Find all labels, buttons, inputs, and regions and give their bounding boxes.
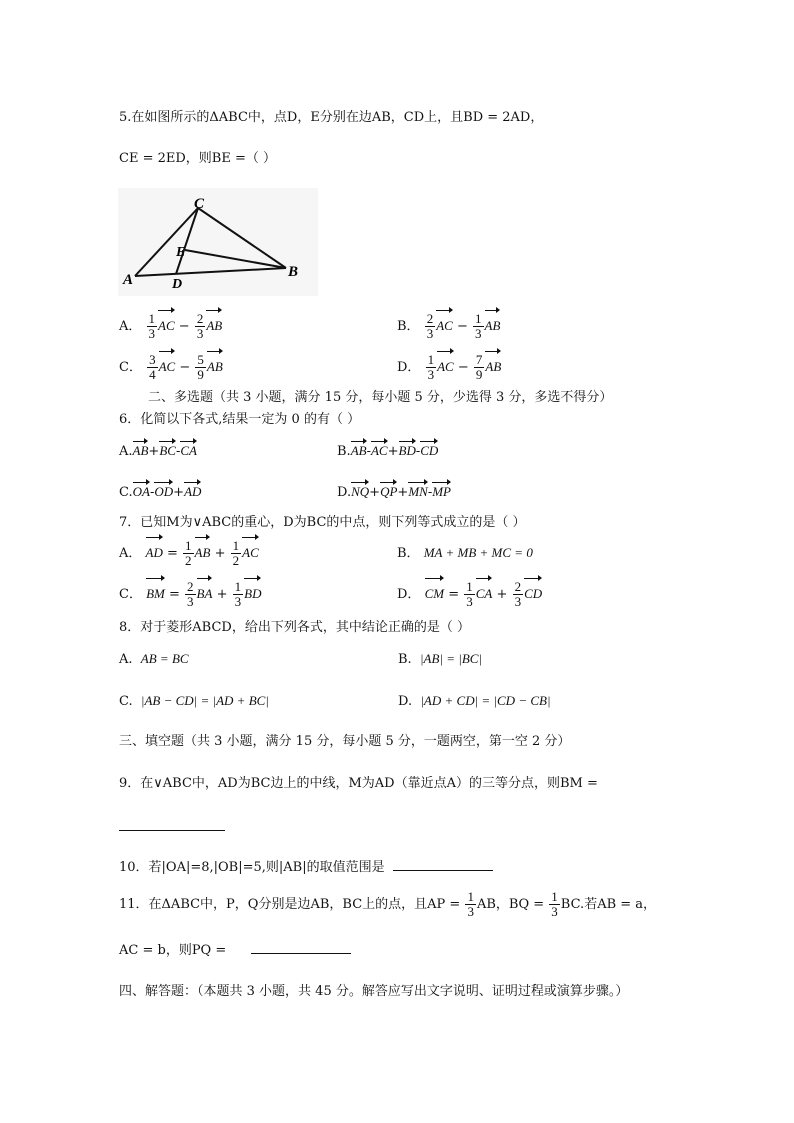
q7-option-c[interactable]: C． BM = $\frac{2}{3}$ BA + $\frac{1}{3}$ BD — [119, 579, 262, 609]
q7-option-d[interactable]: D． CM = $\frac{1}{3}$ CA + $\frac{2}{3}$ CD — [397, 579, 543, 609]
q5-stem-line1: 5.在如图所示的ΔABC中，点D，E分别在边AB，CD上，且BD = 2AD， — [119, 110, 544, 125]
q5-option-d[interactable]: D． $\frac{1}{3}$ AC − $\frac{7}{9}$ AB — [397, 352, 502, 382]
section-3-heading: 三、填空题（共 3 小题，满分 15 分，每小题 5 分，一题两空，第一空 2 分） — [119, 734, 571, 749]
q11-answer-blank[interactable] — [251, 941, 351, 954]
q5-option-b[interactable]: B． $\frac{2}{3}$ AC − $\frac{1}{3}$ AB — [397, 311, 501, 341]
q11-stem-line2: AC = b，则PQ = — [119, 941, 351, 959]
q6-stem: 6．化简以下各式,结果一定为 0 的有（ ） — [119, 412, 361, 427]
label-b: B — [288, 264, 299, 280]
q8-stem: 8．对于菱形ABCD，给出下列各式，其中结论正确的是（ ） — [119, 620, 470, 635]
section-2-heading: 二、多选题（共 3 小题，满分 15 分，每小题 5 分，少选得 3 分，多选不得分） — [148, 390, 613, 405]
q5-stem-line2: CE = 2ED，则BE =（ ） — [119, 151, 276, 166]
q5-option-c[interactable]: C． $\frac{3}{4}$ AC − $\frac{5}{9}$ AB — [119, 352, 223, 382]
q8-option-b[interactable]: B. |AB| = |BC| — [398, 651, 483, 667]
label-e: E — [176, 245, 186, 260]
q6-option-a[interactable]: A.AB+BC-CA — [119, 443, 197, 459]
q9-stem: 9．在∨ABC中，AD为BC边上的中线，M为AD（靠近点A）的三等分点，则BM = — [119, 776, 598, 791]
q10-answer-blank[interactable] — [393, 858, 493, 871]
label-d: D — [172, 277, 183, 292]
q8-option-c[interactable]: C. |AB − CD| = |AD + BC| — [119, 693, 269, 709]
q6-option-d[interactable]: D.NQ+QP+MN-MP — [337, 484, 451, 500]
section-4-heading: 四、解答题：（本题共 3 小题，共 45 分。解答应写出文字说明、证明过程或演算步骤。） — [119, 984, 629, 999]
q8-option-d[interactable]: D. |AD + CD| = |CD − CB| — [398, 693, 551, 709]
q6-option-c[interactable]: C.OA-OD+AD — [119, 484, 202, 500]
q5-option-a[interactable]: A． $\frac{1}{3}$ AC − $\frac{2}{3}$ AB — [119, 311, 223, 341]
triangle-figure — [118, 188, 318, 296]
q6-option-b[interactable]: B.AB-AC+BD-CD — [337, 443, 439, 459]
q7-option-a[interactable]: A． AD = $\frac{1}{2}$ AB + $\frac{1}{2}$ AC — [119, 538, 259, 568]
q11-stem-line1: 11．在ΔABC中，P，Q分别是边AB，BC上的点，且AP = $\frac{1}{3}$ AB，BQ = $\frac{1}{3}$ BC.若AB = a， — [119, 889, 657, 919]
q7-stem: 7．已知M为∨ABC的重心，D为BC的中点，则下列等式成立的是（ ） — [119, 515, 526, 530]
q10-stem: 10．若|OA|=8,|OB|=5,则|AB|的取值范围是 — [119, 858, 493, 876]
q9-answer-blank[interactable] — [119, 818, 225, 831]
label-c: C — [194, 196, 205, 212]
q7-option-b[interactable]: B． MA + MB + MC = 0 — [397, 545, 533, 561]
q8-option-a[interactable]: A. AB = BC — [119, 651, 189, 667]
label-a: A — [123, 272, 134, 288]
